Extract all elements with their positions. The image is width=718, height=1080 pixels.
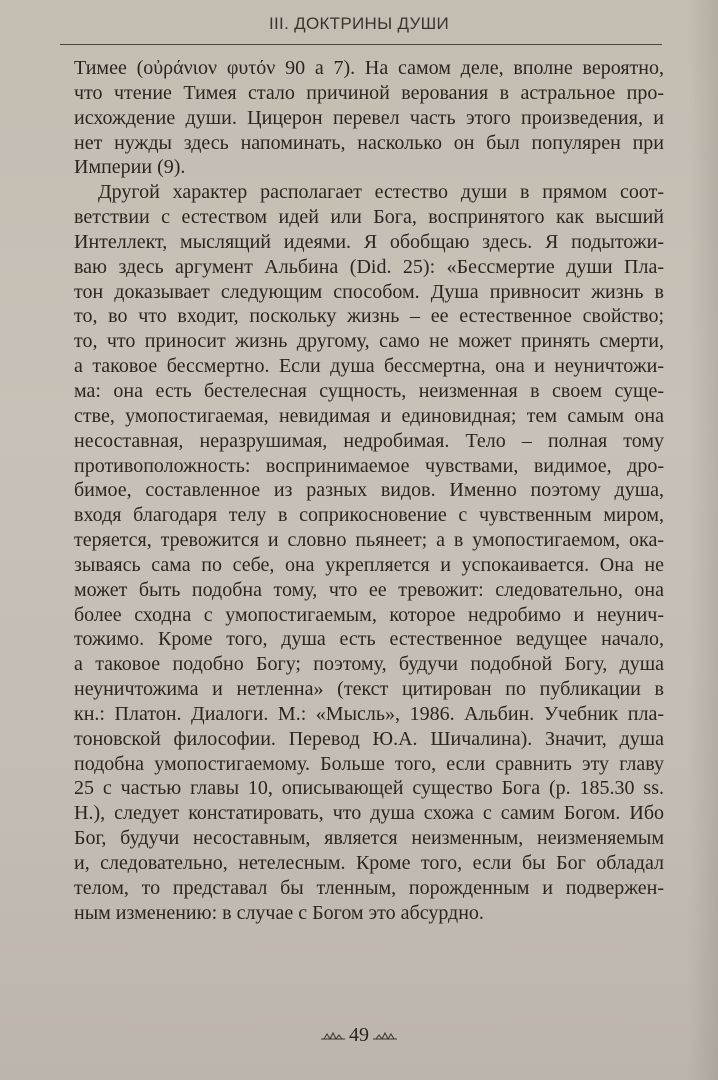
- text-line: а таковое бессмертно. Если душа бессмертна, она и неуничтожи-: [74, 355, 664, 378]
- text-line: ветствии с естеством идей или Бога, воспринятого как высший: [74, 206, 664, 229]
- text-line: Бог, будучи несоставным, является неизменным, неизменяемым: [74, 827, 664, 850]
- text-line: тожимо. Кроме того, душа есть естественное ведущее начало,: [74, 628, 664, 651]
- page-number: 49: [349, 1024, 369, 1046]
- text-line: бимое, составленное из разных видов. Именно поэтому душа,: [74, 479, 664, 502]
- text-line: Тимее (οὐράνιον φυτόν 90 а 7). На самом деле, вполне вероятно,: [74, 57, 664, 79]
- ornament-right-icon: [372, 1031, 398, 1041]
- text-line: Другой характер располагает естество души в прямом соот-: [98, 181, 664, 204]
- text-line: неуничтожима и нетленна» (текст цитирован по публикации в: [74, 678, 664, 701]
- text-line: ваю здесь аргумент Альбина (Did. 25): «Бессмертие души Пла-: [74, 255, 664, 278]
- text-line: то, что приносит жизнь другому, само не может принять смерти,: [74, 330, 664, 353]
- text-line: кн.: Платон. Диалоги. М.: «Мысль», 1986. Альбин. Учебник пла-: [74, 702, 664, 725]
- text-line: Империи (9).: [74, 156, 186, 179]
- running-title: III. ДОКТРИНЫ ДУШИ: [269, 14, 449, 33]
- page-footer: [0, 1024, 718, 1047]
- page-edge-shadow: [688, 0, 718, 1080]
- ornament-left-icon: [320, 1031, 346, 1041]
- text-line: телом, то представал бы тленным, порожденным и подвержен-: [74, 876, 664, 899]
- text-line: и, следовательно, нетелесным. Кроме того, если бы Бог обладал: [74, 852, 664, 874]
- header-rule: [60, 44, 662, 45]
- text-line: несоставная, неразрушимая, недробимая. Тело – полная тому: [74, 429, 664, 452]
- text-line: что чтение Тимея стало причиной верования в астральное про-: [74, 81, 664, 104]
- text-line: исхождение души. Цицерон перевел часть этого произведения, и: [74, 106, 664, 129]
- text-line: тон доказывает следующим способом. Душа привносит жизнь в: [74, 280, 664, 303]
- text-line: более сходна с умопостигаемым, которое недробимо и неунич-: [74, 603, 664, 626]
- text-line: 25 с частью главы 10, описывающей существо Бога (p. 185.30 ss.: [74, 777, 664, 800]
- text-line: H.), следует констатировать, что душа схожа с самим Богом. Ибо: [74, 802, 664, 825]
- text-line: может быть подобна тому, что ее тревожит: следовательно, она: [74, 578, 664, 601]
- text-line: зываясь сама по себе, она укрепляется и успокаивается. Она не: [74, 553, 664, 576]
- text-line: то, во что входит, поскольку жизнь – ее естественное свойство;: [74, 305, 664, 328]
- text-line: ма: она есть бестелесная сущность, неизменная в своем суще-: [74, 379, 664, 402]
- text-line: входя благодаря телу в соприкосновение с чувственным миром,: [74, 504, 664, 527]
- text-line: а таковое подобно Богу; поэтому, будучи подобной Богу, душа: [74, 653, 664, 676]
- text-line: теряется, тревожится и словно пьянеет; а в умопостигаемом, ока-: [74, 529, 664, 552]
- body-text: [74, 56, 664, 926]
- text-line: Интеллект, мыслящий идеями. Я обобщаю здесь. Я подытожи-: [74, 230, 664, 253]
- text-line: противоположность: воспринимаемое чувствами, видимое, дро-: [74, 454, 664, 477]
- text-line: нет нужды здесь напоминать, насколько он был популярен при: [74, 131, 664, 154]
- text-line: стве, умопостигаемая, невидимая и единовидная; тем самым она: [74, 404, 664, 427]
- text-line: подобна умопостигаемому. Больше того, если сравнить эту главу: [74, 752, 664, 775]
- text-line: тоновской философии. Перевод Ю.А. Шичалина). Значит, душа: [74, 727, 664, 750]
- text-line: ным изменению: в случае с Богом это абсурдно.: [74, 901, 484, 924]
